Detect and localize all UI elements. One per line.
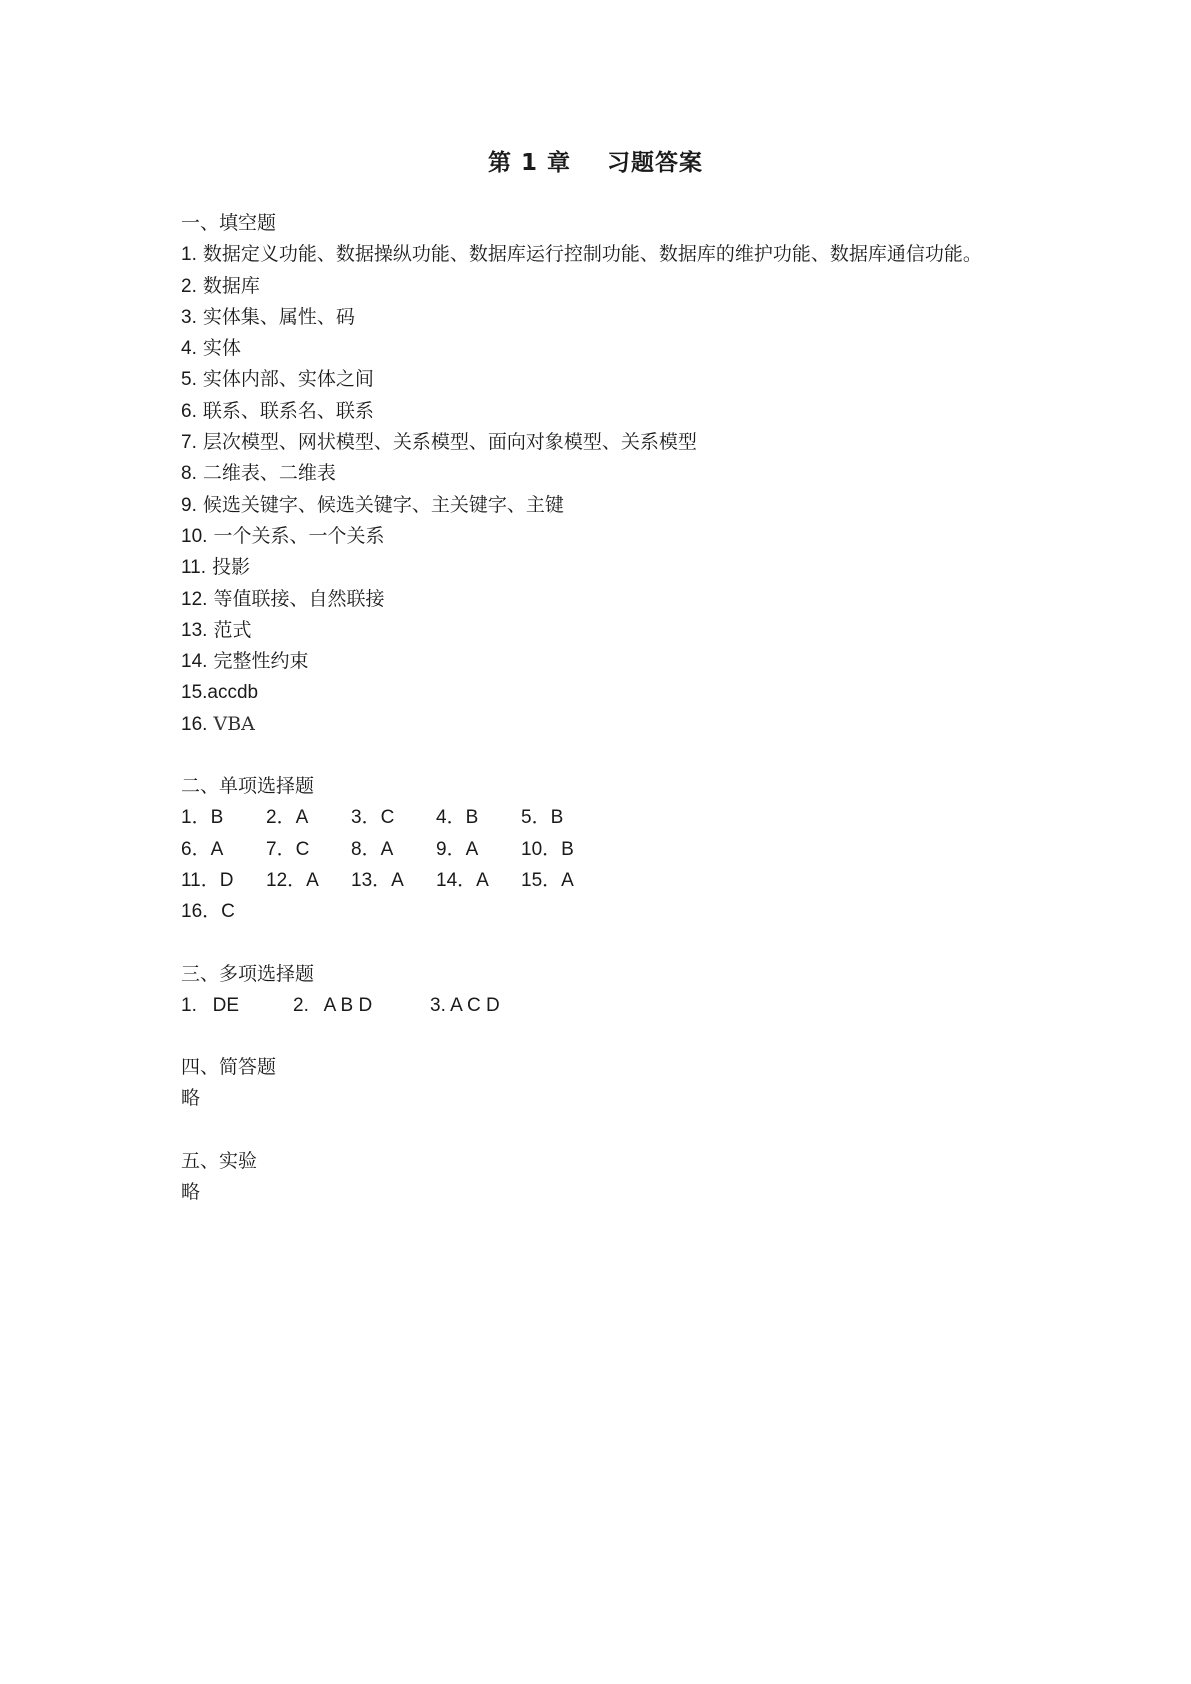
fill-blank-item-16: 16. VBA	[181, 712, 255, 735]
section-heading-single-choice: 二、单项选择题	[181, 775, 315, 798]
multi-choice-row	[181, 990, 1021, 1021]
section-heading-multi-choice: 三、多项选择题	[181, 962, 315, 985]
single-choice-row	[181, 802, 1021, 833]
fill-blank-item-15: 15.accdb	[181, 682, 259, 704]
single-choice-answer: 13．A	[351, 869, 404, 891]
fill-blank-item-9: 9. 候选关键字、候选关键字、主关键字、主键	[181, 493, 564, 516]
section-heading-experiment: 五、实验	[181, 1149, 258, 1172]
fill-blank-item-5: 5. 实体内部、实体之间	[181, 368, 374, 391]
page-title	[0, 144, 1191, 177]
fill-blank-item-10: 10. 一个关系、一个关系	[181, 524, 385, 547]
single-choice-answer: 7．C	[266, 838, 310, 860]
single-choice-answer: 14．A	[436, 869, 489, 891]
answer-content	[181, 208, 1021, 1208]
multi-choice-answer: 3. A C D	[430, 994, 500, 1016]
single-choice-answer: 2．A	[266, 807, 309, 829]
fill-blank-item-1: 1. 数据定义功能、数据操纵功能、数据库运行控制功能、数据库的维护功能、数据库通信功能。	[181, 243, 982, 266]
single-choice-answer: 5．B	[521, 807, 564, 829]
single-choice-answer: 11．D	[181, 869, 234, 891]
single-choice-row	[181, 865, 1021, 896]
single-choice-row	[181, 896, 1021, 927]
fill-blank-item-13: 13. 范式	[181, 618, 252, 641]
section-heading-fill-blank: 一、填空题	[181, 212, 277, 234]
short-answer-text: 略	[181, 1087, 201, 1110]
chapter-label: 第 1 章	[487, 150, 572, 176]
fill-blank-item-8: 8. 二维表、二维表	[181, 462, 336, 485]
single-choice-answer: 12．A	[266, 869, 319, 891]
fill-blank-item-6: 6. 联系、联系名、联系	[181, 399, 374, 422]
fill-blank-item-12: 12. 等值联接、自然联接	[181, 587, 385, 610]
single-choice-answer: 15．A	[521, 869, 574, 891]
single-choice-answer: 3．C	[351, 807, 395, 829]
section-heading-short-answer: 四、简答题	[181, 1056, 277, 1079]
fill-blank-item-7: 7. 层次模型、网状模型、关系模型、面向对象模型、关系模型	[181, 431, 697, 454]
single-choice-answer: 6．A	[181, 838, 224, 860]
single-choice-answer: 1．B	[181, 807, 224, 829]
multi-choice-answer: 2. A B D	[293, 994, 373, 1016]
fill-blank-item-14: 14. 完整性约束	[181, 650, 309, 673]
single-choice-answer: 10．B	[521, 838, 574, 860]
single-choice-answer: 9．A	[436, 838, 479, 860]
experiment-text: 略	[181, 1181, 201, 1204]
single-choice-row	[181, 834, 1021, 865]
fill-blank-item-11: 11. 投影	[181, 556, 251, 579]
single-choice-answer: 8．A	[351, 838, 394, 860]
fill-blank-item-4: 4. 实体	[181, 337, 241, 360]
multi-choice-answer: 1. DE	[181, 994, 240, 1016]
single-choice-answer: 4．B	[436, 807, 479, 829]
fill-blank-item-2: 2. 数据库	[181, 274, 260, 297]
chapter-name: 习题答案	[607, 150, 704, 176]
fill-blank-item-3: 3. 实体集、属性、码	[181, 305, 355, 328]
single-choice-answer: 16．C	[181, 901, 235, 923]
